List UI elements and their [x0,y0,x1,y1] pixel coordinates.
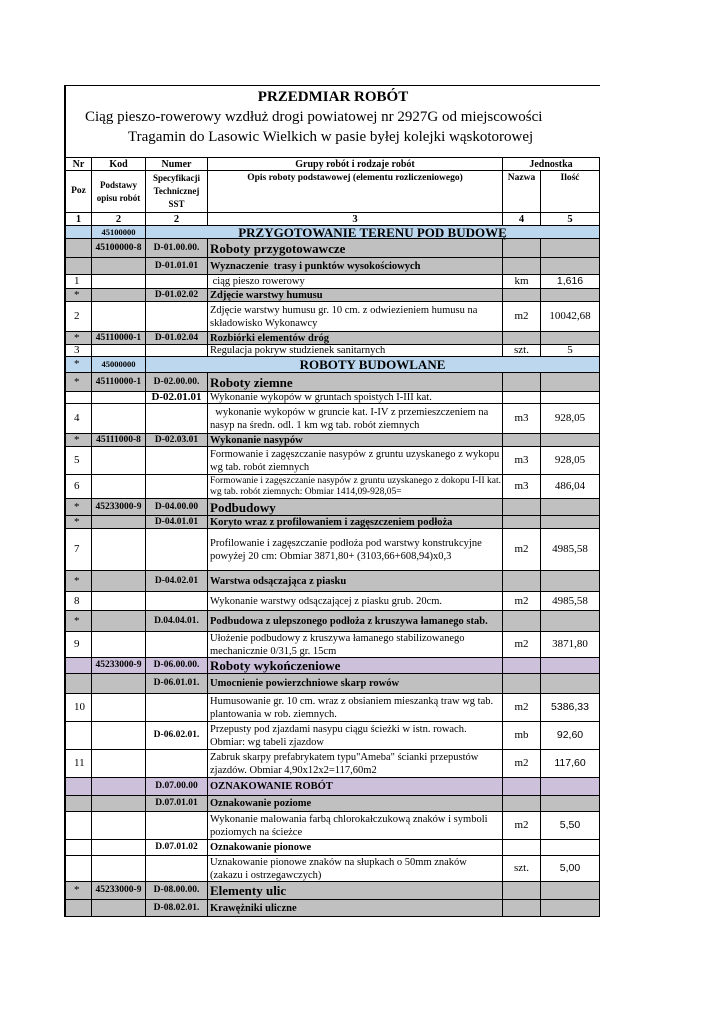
description-cell: Roboty przygotowawcze [208,239,503,257]
table-row [66,778,600,796]
column-number: 2 [92,213,146,225]
code-cell [92,856,146,881]
table-row [66,674,600,694]
code-cell [92,611,146,631]
unit-cell [503,571,541,591]
item-number-cell: * [66,882,92,899]
header-jednostka: Jednostka [503,158,600,170]
table-row [66,658,600,674]
unit-cell: m3 [503,404,541,433]
header-nr: Nr [66,158,92,170]
code-cell [92,392,146,403]
unit-cell [503,611,541,631]
quantity-cell [541,373,600,391]
code-cell: 45233000-9 [92,882,146,899]
table-row [66,516,600,529]
table-row [66,611,600,632]
column-number: 2 [146,213,208,225]
item-number-cell: 5 [66,447,92,474]
description-cell: Formowanie i zagęszczanie nasypów z gruntu uzyskanego z dokopu I-II kat. wg tab. robót ziemnych: Obmiar 1414,09-928,05= [210,475,504,497]
spec-number-cell: D-01.00.00. [146,239,208,257]
code-cell [92,289,146,301]
code-cell: 45110000-1 [92,332,146,344]
header-podstawy-line: opisu robót [96,192,141,203]
item-number-cell [66,239,92,257]
spec-number-cell: D-01.01.01 [146,258,208,274]
item-number-cell: * [66,373,92,391]
description-cell: Podbudowa z ulepszonego podłoża z kruszywa łamanego stab. [208,611,503,631]
unit-cell: m3 [503,475,541,498]
header-podstawy [92,171,146,212]
code-cell [92,529,146,570]
header-poz: Poz [66,171,92,212]
table-row [66,592,600,611]
description-cell: Wykonanie malowania farbą chlorokałczukową znaków i symboli poziomych na ścieżce [208,812,503,839]
unit-cell: m2 [503,812,541,839]
item-number-cell [66,856,92,881]
quantity-cell: 5 [541,345,600,356]
unit-cell: m2 [503,302,541,331]
description-cell: Regulacja pokryw studzienek sanitarnych [208,345,503,356]
description-cell: Koryto wraz z profilowaniem i zagęszczeniem podłoża [208,516,503,528]
spec-number-cell: D-06.00.00. [146,658,208,673]
quantity-cell [541,258,600,274]
description-cell: Zdjęcie warstwy humusu [208,289,503,301]
spec-number-cell [146,592,208,610]
description-cell: Ułożenie podbudowy z kruszywa łamanego stabilizowanego mechanicznie 0/31,5 gr. 15cm [208,632,503,657]
quantity-cell [541,239,600,257]
code-cell: 45110000-1 [92,373,146,391]
quantities-table [66,158,600,917]
item-number-cell [66,778,92,795]
item-number-cell: * [66,499,92,515]
quantity-cell: 117,60 [541,750,600,777]
bill-of-quantities [64,85,600,917]
item-number-cell: * [66,434,92,446]
quantity-cell [541,658,600,673]
item-number-cell [66,258,92,274]
item-number-cell: 3 [66,345,92,356]
quantity-cell [541,840,600,855]
item-number-cell: 10 [66,694,92,721]
description-cell: Warstwa odsączająca z piasku [208,571,503,591]
spec-number-cell: D-01.02.02 [146,289,208,301]
column-number: 3 [208,213,503,225]
table-row [66,345,600,357]
description-cell: Roboty wykończeniowe [208,658,503,673]
item-number-cell: 11 [66,750,92,777]
item-number-cell: 9 [66,632,92,657]
unit-cell: m2 [503,750,541,777]
column-number: 4 [503,213,541,225]
description-cell: Uznakowanie pionowe znaków na słupkach o 50mm znaków (zakazu i ostrzegawczych) [208,856,503,881]
unit-cell [503,900,541,916]
header-opis: Opis roboty podstawowej (elementu rozliczeniowego) [208,171,503,212]
unit-cell [503,434,541,446]
code-cell: 45000000 [92,357,146,372]
table-row [66,796,600,812]
table-row [66,475,600,499]
header-sst-line: SST [168,199,185,209]
quantity-cell [541,289,600,301]
code-cell [92,722,146,749]
unit-cell [503,239,541,257]
code-cell [92,694,146,721]
item-number-cell: * [66,516,92,528]
quantity-cell [541,674,600,693]
description-cell: Rozbiórki elementów dróg [208,332,503,344]
unit-cell: szt. [503,856,541,881]
quantity-cell: 1,616 [541,275,600,288]
description-cell: ciąg pieszo rowerowy [208,275,503,288]
quantity-cell: 5,00 [541,856,600,881]
code-cell: 45100000 [92,226,146,238]
quantity-cell: 928,05 [541,447,600,474]
description-cell: Profilowanie i zagęszczanie podłoża pod warstwy konstrukcyjne powyżej 20 cm: Obmiar 3871,80+ (3103,66+608,94)x0,3 [208,529,503,570]
code-cell: 45233000-9 [92,658,146,673]
spec-number-cell [146,475,208,498]
table-row [66,239,600,258]
unit-cell [503,516,541,528]
spec-number-cell: D-08.00.00. [146,882,208,899]
description-cell: Wykonanie wykopów w gruntach spoistych I-III kat. [208,392,503,403]
description-cell: Roboty ziemne [208,373,503,391]
item-number-cell [66,658,92,673]
spec-number-cell [146,447,208,474]
spec-number-cell [146,812,208,839]
code-cell [92,632,146,657]
quantity-cell: 5,50 [541,812,600,839]
unit-cell: m2 [503,529,541,570]
item-number-cell [66,812,92,839]
spec-number-cell: D-02.01.01 [146,392,208,403]
item-number-cell: 4 [66,404,92,433]
table-row [66,694,600,722]
table-row [66,840,600,856]
table-row [66,812,600,840]
item-number-cell [66,900,92,916]
description-cell: Wykonanie warstwy odsączającej z piasku grub. 20cm. [208,592,503,610]
spec-number-cell: D-01.02.04 [146,332,208,344]
item-number-cell: * [66,332,92,344]
description-cell: Oznakowanie poziome [208,796,503,811]
code-cell [92,840,146,855]
item-number-cell [66,840,92,855]
code-cell [92,778,146,795]
code-cell [92,516,146,528]
unit-cell [503,373,541,391]
spec-number-cell [146,529,208,570]
code-cell [92,345,146,356]
code-cell [92,900,146,916]
item-number-cell [66,674,92,693]
unit-cell [503,499,541,515]
quantity-cell: 10042,68 [541,302,600,331]
spec-number-cell [146,750,208,777]
unit-cell [503,258,541,274]
project-name-line-2: Tragamin do Lasowic Wielkich w pasie byłej kolejki wąskotorowej [128,129,534,145]
unit-cell [503,882,541,899]
table-row [66,447,600,475]
quantity-cell: 5386,33 [541,694,600,721]
quantity-cell [541,778,600,795]
section-title-cell: PRZYGOTOWANIE TERENU POD BUDOWĘ [146,226,600,238]
table-row [66,226,600,239]
project-name-line-1: Ciąg pieszo-rowerowy wzdłuż drogi powiatowej nr 2927G od miejscowości [85,109,543,125]
code-cell [92,404,146,433]
column-number: 1 [66,213,92,225]
spec-number-cell: D-04.02.01 [146,571,208,591]
table-row [66,289,600,302]
item-number-cell: * [66,289,92,301]
header-podstawy-line: Podstawy [99,179,137,190]
item-number-cell [66,392,92,403]
description-cell: Wyznaczenie trasy i punktów wysokościowych [208,258,503,274]
spec-number-cell: D-08.02.01. [146,900,208,916]
spec-number-cell [146,275,208,288]
quantity-cell [541,796,600,811]
code-cell [92,475,146,498]
quantity-cell [541,392,600,403]
description-cell: Podbudowy [208,499,503,515]
unit-cell [503,289,541,301]
description-cell: wykonanie wykopów w gruncie kat. I-IV z przemieszczeniem na nasyp na średn. odl. 1 km wg tab. robót ziemnych [208,404,503,433]
header-sst-line: Technicznej [153,186,200,196]
table-row [66,882,600,900]
description-cell: Zdjęcie warstwy humusu gr. 10 cm. z odwiezieniem humusu na składowisko Wykonawcy [208,302,503,331]
description-cell: OZNAKOWANIE ROBÓT [208,778,503,795]
code-cell [92,302,146,331]
code-cell [92,796,146,811]
spec-number-cell: D.07.01.01 [146,796,208,811]
spec-number-cell [146,404,208,433]
header-kod: Kod [92,158,146,170]
code-cell: 45111000-8 [92,434,146,446]
table-row [66,357,600,373]
item-number-cell: 8 [66,592,92,610]
header-numer: Numer [146,158,208,170]
code-cell [92,258,146,274]
description-cell: Humusowanie gr. 10 cm. wraz z obsianiem mieszanką traw wg tab. plantowania w rob. ziemnych. [208,694,503,721]
item-number-cell: 2 [66,302,92,331]
spec-number-cell: D-02.00.00. [146,373,208,391]
table-row [66,722,600,750]
spec-number-cell [146,302,208,331]
header-sst [146,171,208,212]
table-header-row-1 [66,158,600,171]
table-row [66,404,600,434]
unit-cell [503,392,541,403]
quantity-cell [541,434,600,446]
spec-number-cell: D.07.00.00 [146,778,208,795]
spec-number-cell: D-04.01.01 [146,516,208,528]
quantity-cell: 4985,58 [541,529,600,570]
column-number: 5 [541,213,600,225]
spec-number-cell [146,345,208,356]
table-row [66,258,600,275]
header-sst-line: Specyfikacji [153,173,200,183]
table-row [66,373,600,392]
item-number-cell: * [66,571,92,591]
header-grupy: Grupy robót i rodzaje robót [208,158,503,170]
item-number-cell: 6 [66,475,92,498]
table-row [66,499,600,516]
unit-cell [503,840,541,855]
code-cell [92,750,146,777]
unit-cell: m2 [503,632,541,657]
quantity-cell [541,516,600,528]
description-cell: Umocnienie powierzchniowe skarp rowów [208,674,503,693]
spec-number-cell [146,632,208,657]
item-number-cell: 1 [66,275,92,288]
quantity-cell: 4985,58 [541,592,600,610]
description-cell: Przepusty pod zjazdami nasypu ciągu ścieżki w istn. rowach. Obmiar: wg tabeli zjazdow [208,722,503,749]
quantity-cell [541,332,600,344]
table-row [66,302,600,332]
code-cell [92,812,146,839]
unit-cell [503,332,541,344]
table-row [66,750,600,778]
code-cell [92,592,146,610]
header-nazwa: Nazwa [503,171,541,212]
table-body [66,226,600,917]
description-cell: Formowanie i zagęszczanie nasypów z gruntu uzyskanego z wykopu wg tab. robót ziemnych [210,448,502,473]
item-number-cell: 7 [66,529,92,570]
description-cell: Krawężniki uliczne [208,900,503,916]
code-cell [92,674,146,693]
quantity-cell: 3871,80 [541,632,600,657]
item-number-cell [66,796,92,811]
unit-cell [503,778,541,795]
spec-number-cell [146,856,208,881]
table-row [66,529,600,571]
unit-cell: m2 [503,694,541,721]
code-cell [92,447,146,474]
table-row [66,900,600,917]
spec-number-cell: D-06.01.01. [146,674,208,693]
description-cell: Oznakowanie pionowe [208,840,503,855]
unit-cell: mb [503,722,541,749]
quantity-cell [541,571,600,591]
description-cell: Elementy ulic [208,882,503,899]
title-block [66,85,600,158]
quantity-cell [541,499,600,515]
unit-cell [503,796,541,811]
unit-cell [503,658,541,673]
table-row [66,632,600,658]
spec-number-cell [146,694,208,721]
document-title: PRZEDMIAR ROBÓT [257,89,409,105]
table-row [66,856,600,882]
spec-number-cell: D-04.00.00 [146,499,208,515]
table-row [66,571,600,592]
unit-cell: m3 [503,447,541,474]
header-ilosc: Ilość [541,171,600,212]
spec-number-cell: D.04.04.01. [146,611,208,631]
unit-cell [503,674,541,693]
table-row [66,392,600,404]
unit-cell: km [503,275,541,288]
table-row [66,434,600,447]
quantity-cell [541,611,600,631]
unit-cell: szt. [503,345,541,356]
item-number-cell: * [66,357,92,372]
quantity-cell [541,882,600,899]
spec-number-cell: D-02.03.01 [146,434,208,446]
item-number-cell [66,722,92,749]
table-header-row-2 [66,171,600,213]
code-cell [92,571,146,591]
quantity-cell [541,900,600,916]
item-number-cell [66,226,92,238]
description-cell: Wykonanie nasypów [208,434,503,446]
table-row [66,275,600,289]
spec-number-cell: D-06.02.01. [146,722,208,749]
description-cell: Zabruk skarpy prefabrykatem typu"Ameba" ścianki przepustów zjazdów. Obmiar 4,90x12x2=117,60m2 [208,750,503,777]
code-cell: 45233000-9 [92,499,146,515]
spec-number-cell: D.07.01.02 [146,840,208,855]
quantity-cell: 928,05 [541,404,600,433]
section-title-cell: ROBOTY BUDOWLANE [146,357,600,372]
quantity-cell: 92,60 [541,722,600,749]
code-cell [92,275,146,288]
unit-cell: m2 [503,592,541,610]
quantity-cell: 486,04 [541,475,600,498]
item-number-cell: * [66,611,92,631]
code-cell: 45100000-8 [92,239,146,257]
